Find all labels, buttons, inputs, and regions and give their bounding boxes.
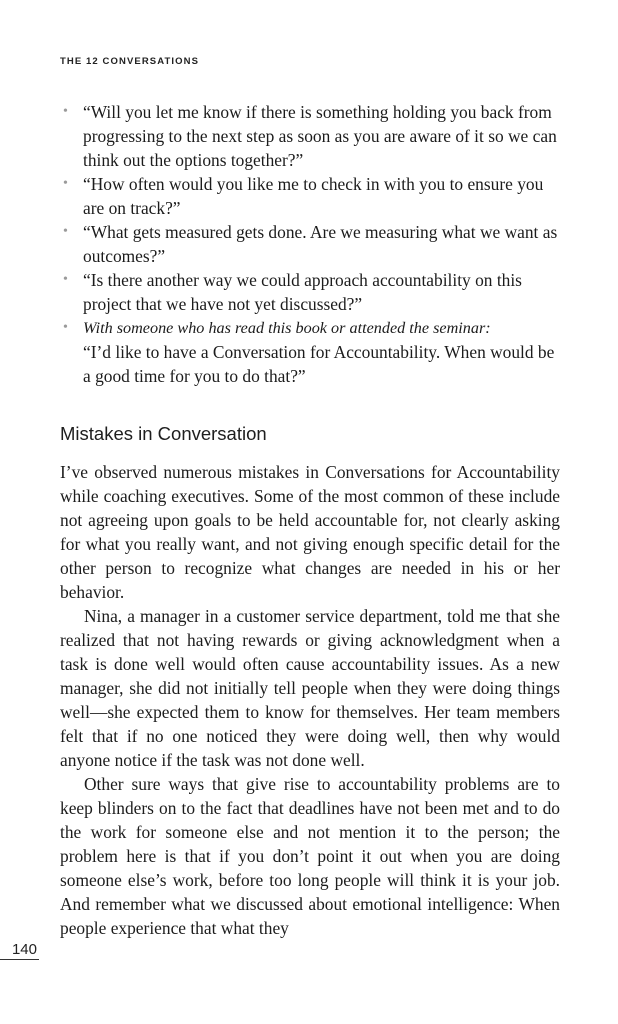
paragraph: Nina, a manager in a customer service department, told me that she realized that not having rewards or giving acknowledgment when a task is done well would often cause accountability issues. As a new manager, she did not initially tell people when they were doing things well—she expected them to know for themselves. Her team members felt that if no one noticed they were doing well, then why would anyone notice if the task was not done well.: [60, 606, 560, 770]
bullet-icon: •: [63, 104, 68, 119]
list-item: [60, 220, 560, 268]
section-heading: Mistakes in Conversation: [60, 423, 267, 444]
list-item-text: “Will you let me know if there is something holding you back from progressing to the next step as soon as you are aware of it so we can think out the options together?”: [83, 102, 557, 170]
bullet-icon: •: [63, 224, 68, 239]
bullet-icon: •: [63, 176, 68, 191]
list-item-text: “How often would you like me to check in with you to ensure you are on track?”: [83, 174, 544, 218]
paragraph: Other sure ways that give rise to accountability problems are to keep blinders on to the fact that deadlines have not been met and to do the work for someone else and not mention it to the person; the problem here is that if you don’t point it out when you are doing someone else’s work, before too long people will think it is your job. And remember what we discussed about emotional intelligence: When people experience that what they: [60, 774, 560, 938]
list-item: [60, 268, 560, 316]
list-item: [60, 316, 560, 388]
list-item-italic-lead: With someone who has read this book or attended the seminar:: [83, 319, 491, 337]
list-item-text: “What gets measured gets done. Are we measuring what we want as outcomes?”: [83, 222, 558, 266]
bullet-icon: •: [63, 272, 68, 287]
list-item: [60, 172, 560, 220]
list-item: [60, 100, 560, 172]
bullet-icon: •: [63, 320, 68, 335]
body-text: [60, 460, 560, 940]
paragraph: I’ve observed numerous mistakes in Conversations for Accountability while coaching executives. Some of the most common of these include not agreeing upon goals to be held accountable for, not clearly asking for what you really want, and not giving enough specific detail for the other person to recognize what changes are needed in his or her behavior.: [60, 462, 560, 602]
question-list: [60, 100, 560, 388]
list-item-text: “I’d like to have a Conversation for Accountability. When would be a good time for you to do that?”: [83, 342, 555, 386]
page-number: 140: [0, 941, 39, 960]
list-item-text: “Is there another way we could approach accountability on this project that we have not yet discussed?”: [83, 270, 522, 314]
running-head: THE 12 CONVERSATIONS: [60, 56, 200, 67]
